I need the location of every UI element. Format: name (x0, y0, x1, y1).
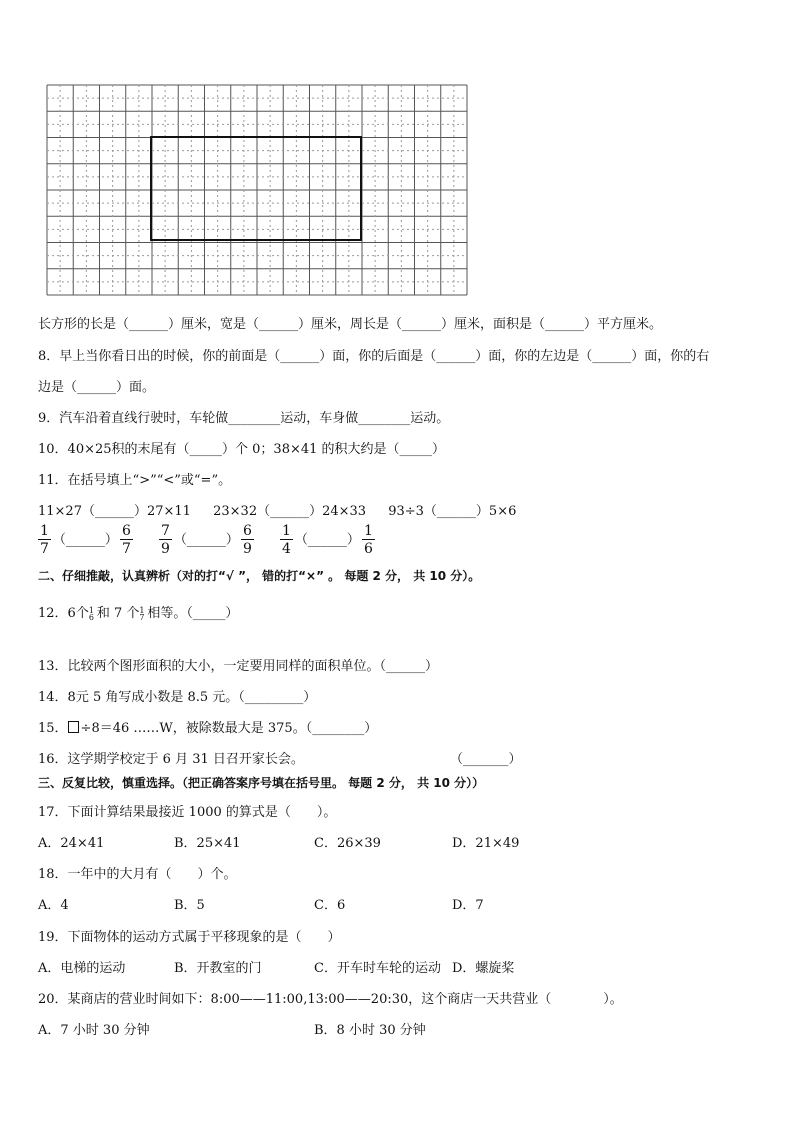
square-box-icon (68, 721, 79, 733)
q17-option-c[interactable]: C．26×39 (314, 836, 381, 851)
q11-compare-2: 23×32（______）24×33 (213, 504, 367, 519)
fraction: $\frac{6}{7}$ (121, 523, 131, 557)
q16-blank: （_______） (450, 752, 522, 767)
q14-text: 14．8元 5 角写成小数是 8.5 元。（_________） (38, 690, 317, 705)
q7-text: 长方形的长是（______）厘米，宽是（______）厘米，周长是（______）厘米，面积是（______）平方厘米。 (38, 317, 663, 332)
q17-option-d[interactable]: D．21×49 (452, 836, 520, 851)
q11-compare-1: 11×27（______）27×11 (38, 504, 191, 519)
fraction: $\frac{1}{6}$ (363, 523, 373, 557)
q10-text: 10．40×25积的末尾有（_____）个 0；38×41 的积大约是（_____） (38, 442, 446, 457)
q19-option-b[interactable]: B．开教室的门 (174, 961, 262, 976)
fraction: $\frac{1}{4}$ (282, 523, 291, 557)
q11-compare-3: 93÷3（______）5×6 (388, 504, 517, 519)
q17-option-b[interactable]: B．25×41 (174, 836, 241, 851)
section3-title: 三、反复比较，慎重选择。（把正确答案序号填在括号里。 每题 2 分， 共 10 分）） (38, 776, 485, 790)
q15-text: 15． ÷8＝46 ……W，被除数最大是 375。（________） (38, 721, 378, 736)
section2-title: 二、仔细推敲，认真辨析（对的打“√ ”， 错的打“×” 。 每题 2 分， 共 10 分）。 (38, 569, 481, 583)
q20-option-b[interactable]: B．8 小时 30 分钟 (314, 1023, 426, 1038)
q19-text: 19．下面物体的运动方式属于平移现象的是（ ） (38, 930, 341, 945)
q11-blank: （______） (173, 532, 239, 548)
q18-text: 18．一年中的大月有（ ）个。 (38, 867, 237, 882)
q20-option-a[interactable]: A．7 小时 30 分钟 (38, 1023, 150, 1038)
q11-blank: （______） (294, 532, 360, 548)
q19-option-a[interactable]: A．电梯的运动 (38, 961, 126, 976)
fraction-small: 1 6 (88, 605, 94, 622)
grid-lines (47, 85, 467, 295)
q19-option-d[interactable]: D．螺旋桨 (452, 961, 515, 976)
q11-row1 (38, 500, 516, 519)
grid-figure (46, 84, 468, 296)
q11-fraction-row (36, 524, 377, 556)
q8-line2: 边是（______）面。 (38, 380, 156, 395)
q17-text: 17．下面计算结果最接近 1000 的算式是（ ）。 (38, 805, 337, 820)
q18-option-d[interactable]: D．7 (452, 898, 484, 913)
q20-text: 20．某商店的营业时间如下：8:00——11:00,13:00——20:30，这个商店一天共营业（ ）。 (38, 992, 623, 1007)
fraction-small: 1 7 (139, 605, 145, 622)
q13-text: 13．比较两个图形面积的大小，一定要用同样的面积单位。（______） (38, 659, 439, 674)
fraction: $\frac{6}{9}$ (242, 523, 252, 557)
q18-option-a[interactable]: A．4 (38, 898, 69, 913)
q8-line1: 8．早上当你看日出的时候，你的前面是（______）面，你的后面是（______）面，你的左边是（______）面，你的右 (38, 349, 710, 364)
q12-text: 12．6个 1 6 和 7 个 1 7 相等。（_____） (38, 605, 239, 622)
q17-option-a[interactable]: A．24×41 (38, 836, 105, 851)
q9-text: 9．汽车沿着直线行驶时，车轮做________运动，车身做________运动。 (38, 411, 450, 426)
q19-option-c[interactable]: C．开车时车轮的运动 (314, 961, 441, 976)
q18-option-c[interactable]: C．6 (314, 898, 346, 913)
q11-blank: （______） (52, 532, 118, 548)
fraction: $\frac{7}{9}$ (161, 523, 170, 557)
q11-text: 11．在括号填上“>”“<”或“=”。 (38, 473, 232, 488)
fraction: $\frac{1}{7}$ (40, 523, 49, 557)
q16-text: 16．这学期学校定于 6 月 31 日召开家长会。 (38, 752, 304, 767)
q18-option-b[interactable]: B．5 (174, 898, 205, 913)
rectangle-shape (151, 137, 361, 240)
